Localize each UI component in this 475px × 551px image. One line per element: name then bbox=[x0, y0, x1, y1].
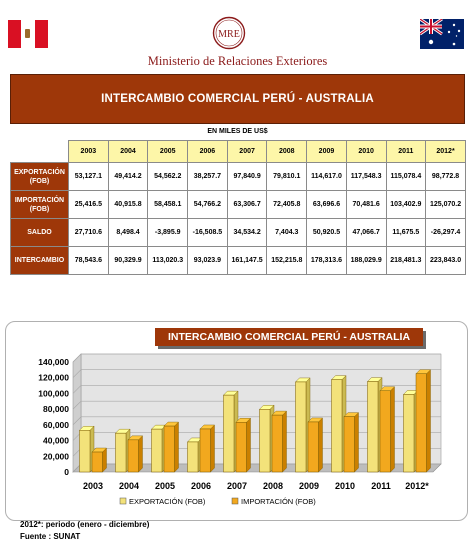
row-label: INTERCAMBIO bbox=[11, 247, 69, 275]
table-cell: 49,414.2 bbox=[108, 163, 148, 191]
table-cell: 125,070.2 bbox=[426, 191, 466, 219]
table-cell: 25,416.5 bbox=[69, 191, 109, 219]
y-tick-label: 60,000 bbox=[43, 419, 69, 430]
bar-exportacion bbox=[80, 430, 91, 472]
table-cell: 11,675.5 bbox=[386, 219, 426, 247]
table-cell: 223,843.0 bbox=[426, 247, 466, 275]
bar-importacion-side bbox=[175, 422, 179, 472]
bar-exportacion bbox=[188, 442, 199, 472]
x-tick-label: 2010 bbox=[334, 481, 356, 491]
row-label: IMPORTACIÓN (FOB) bbox=[11, 191, 69, 219]
bar-exportacion bbox=[404, 394, 415, 472]
table-cell: 72,405.8 bbox=[267, 191, 307, 219]
table-cell: 218,481.3 bbox=[386, 247, 426, 275]
year-header: 2012* bbox=[426, 141, 466, 163]
ministry-name: Ministerio de Relaciones Exteriores bbox=[147, 54, 328, 68]
row-label: EXPORTACIÓN (FOB) bbox=[11, 163, 69, 191]
y-tick-label: 120,000 bbox=[38, 372, 69, 383]
year-header: 2010 bbox=[346, 141, 386, 163]
table-cell: 63,696.6 bbox=[307, 191, 347, 219]
year-header: 2005 bbox=[148, 141, 188, 163]
table-cell: 152,215.8 bbox=[267, 247, 307, 275]
table-cell: 38,257.7 bbox=[188, 163, 228, 191]
period-note: 2012*: periodo (enero - diciembre) bbox=[20, 520, 150, 529]
bar-importacion bbox=[200, 429, 211, 472]
table-cell: 97,840.9 bbox=[227, 163, 267, 191]
y-tick-label: 40,000 bbox=[43, 435, 69, 446]
bar-importacion-side bbox=[355, 413, 359, 472]
x-tick-label: 2006 bbox=[190, 481, 212, 491]
table-cell: 188,029.9 bbox=[346, 247, 386, 275]
bar-importacion bbox=[344, 417, 355, 472]
x-tick-label: 2003 bbox=[82, 481, 104, 491]
table-cell: 54,562.2 bbox=[148, 163, 188, 191]
table-cell: 63,306.7 bbox=[227, 191, 267, 219]
bar-importacion-side bbox=[247, 418, 251, 472]
bar-exportacion bbox=[152, 429, 163, 472]
y-tick-label: 100,000 bbox=[38, 388, 69, 399]
table-cell: 114,617.0 bbox=[307, 163, 347, 191]
table-cell: -16,508.5 bbox=[188, 219, 228, 247]
table-cell: 117,548.3 bbox=[346, 163, 386, 191]
table-cell: 53,127.1 bbox=[69, 163, 109, 191]
x-tick-label: 2005 bbox=[154, 481, 176, 491]
y-tick-label: 80,000 bbox=[43, 404, 69, 415]
legend-label-importacion: IMPORTACIÓN (FOB) bbox=[241, 497, 316, 506]
bar-importacion bbox=[164, 426, 175, 472]
y-tick-label: 0 bbox=[64, 467, 69, 477]
bar-importacion bbox=[272, 415, 283, 472]
year-header: 2003 bbox=[69, 141, 109, 163]
table-cell: 8,498.4 bbox=[108, 219, 148, 247]
table-title: INTERCAMBIO COMERCIAL PERÚ - AUSTRALIA bbox=[101, 93, 374, 105]
bar-importacion bbox=[236, 422, 247, 472]
table-cell: 47,066.7 bbox=[346, 219, 386, 247]
bar-importacion bbox=[308, 422, 319, 472]
table-cell: 103,402.9 bbox=[386, 191, 426, 219]
table-cell: 113,020.3 bbox=[148, 247, 188, 275]
table-unit: EN MILES DE US$ bbox=[207, 128, 268, 135]
bar-exportacion bbox=[224, 395, 235, 472]
table-cell: 78,543.6 bbox=[69, 247, 109, 275]
source-note: Fuente : SUNAT bbox=[20, 532, 81, 541]
bar-importacion-side bbox=[319, 418, 323, 472]
bar-importacion-side bbox=[391, 387, 395, 472]
svg-text:MRE: MRE bbox=[218, 29, 240, 40]
row-label: SALDO bbox=[11, 219, 69, 247]
x-tick-label: 2008 bbox=[262, 481, 284, 491]
chart-title: INTERCAMBIO COMERCIAL PERÚ - AUSTRALIA bbox=[155, 328, 423, 346]
bar-importacion bbox=[416, 374, 427, 472]
year-header: 2004 bbox=[108, 141, 148, 163]
table-cell: -26,297.4 bbox=[426, 219, 466, 247]
x-tick-label: 2012* bbox=[405, 481, 429, 491]
bar-exportacion bbox=[116, 433, 127, 472]
bar-exportacion bbox=[260, 409, 271, 472]
x-tick-label: 2011 bbox=[371, 481, 391, 491]
table-cell: 27,710.6 bbox=[69, 219, 109, 247]
y-tick-label: 20,000 bbox=[43, 451, 69, 462]
table-cell: 93,023.9 bbox=[188, 247, 228, 275]
bar-exportacion bbox=[368, 382, 379, 472]
bar-importacion-side bbox=[139, 436, 143, 472]
bar-importacion-side bbox=[283, 411, 287, 472]
legend-swatch-importacion bbox=[232, 498, 238, 504]
bar-importacion bbox=[380, 391, 391, 472]
table-cell: 50,920.5 bbox=[307, 219, 347, 247]
table-cell: 178,313.6 bbox=[307, 247, 347, 275]
year-header: 2009 bbox=[307, 141, 347, 163]
table-cell: 98,772.8 bbox=[426, 163, 466, 191]
table-cell: 40,915.8 bbox=[108, 191, 148, 219]
table-cell: 161,147.5 bbox=[227, 247, 267, 275]
bar-importacion-side bbox=[211, 425, 215, 472]
bar-exportacion bbox=[296, 382, 307, 472]
table-cell: 58,458.1 bbox=[148, 191, 188, 219]
bar-importacion-side bbox=[427, 370, 431, 472]
x-tick-label: 2007 bbox=[226, 481, 248, 491]
year-header: 2011 bbox=[386, 141, 426, 163]
x-tick-label: 2009 bbox=[298, 481, 320, 491]
table-cell: 115,078.4 bbox=[386, 163, 426, 191]
bar-importacion bbox=[128, 440, 139, 472]
legend-swatch-exportacion bbox=[120, 498, 126, 504]
y-tick-label: 140,000 bbox=[38, 357, 69, 367]
table-cell: -3,895.9 bbox=[148, 219, 188, 247]
x-tick-label: 2004 bbox=[118, 481, 140, 491]
year-header: 2007 bbox=[227, 141, 267, 163]
table-cell: 54,766.2 bbox=[188, 191, 228, 219]
year-header: 2008 bbox=[267, 141, 307, 163]
table-cell: 34,534.2 bbox=[227, 219, 267, 247]
bar-importacion bbox=[92, 452, 103, 472]
table-cell: 7,404.3 bbox=[267, 219, 307, 247]
legend-label-exportacion: EXPORTACIÓN (FOB) bbox=[129, 497, 206, 506]
table-cell: 79,810.1 bbox=[267, 163, 307, 191]
bar-exportacion bbox=[332, 380, 343, 472]
table-cell: 70,481.6 bbox=[346, 191, 386, 219]
table-cell: 90,329.9 bbox=[108, 247, 148, 275]
year-header: 2006 bbox=[188, 141, 228, 163]
